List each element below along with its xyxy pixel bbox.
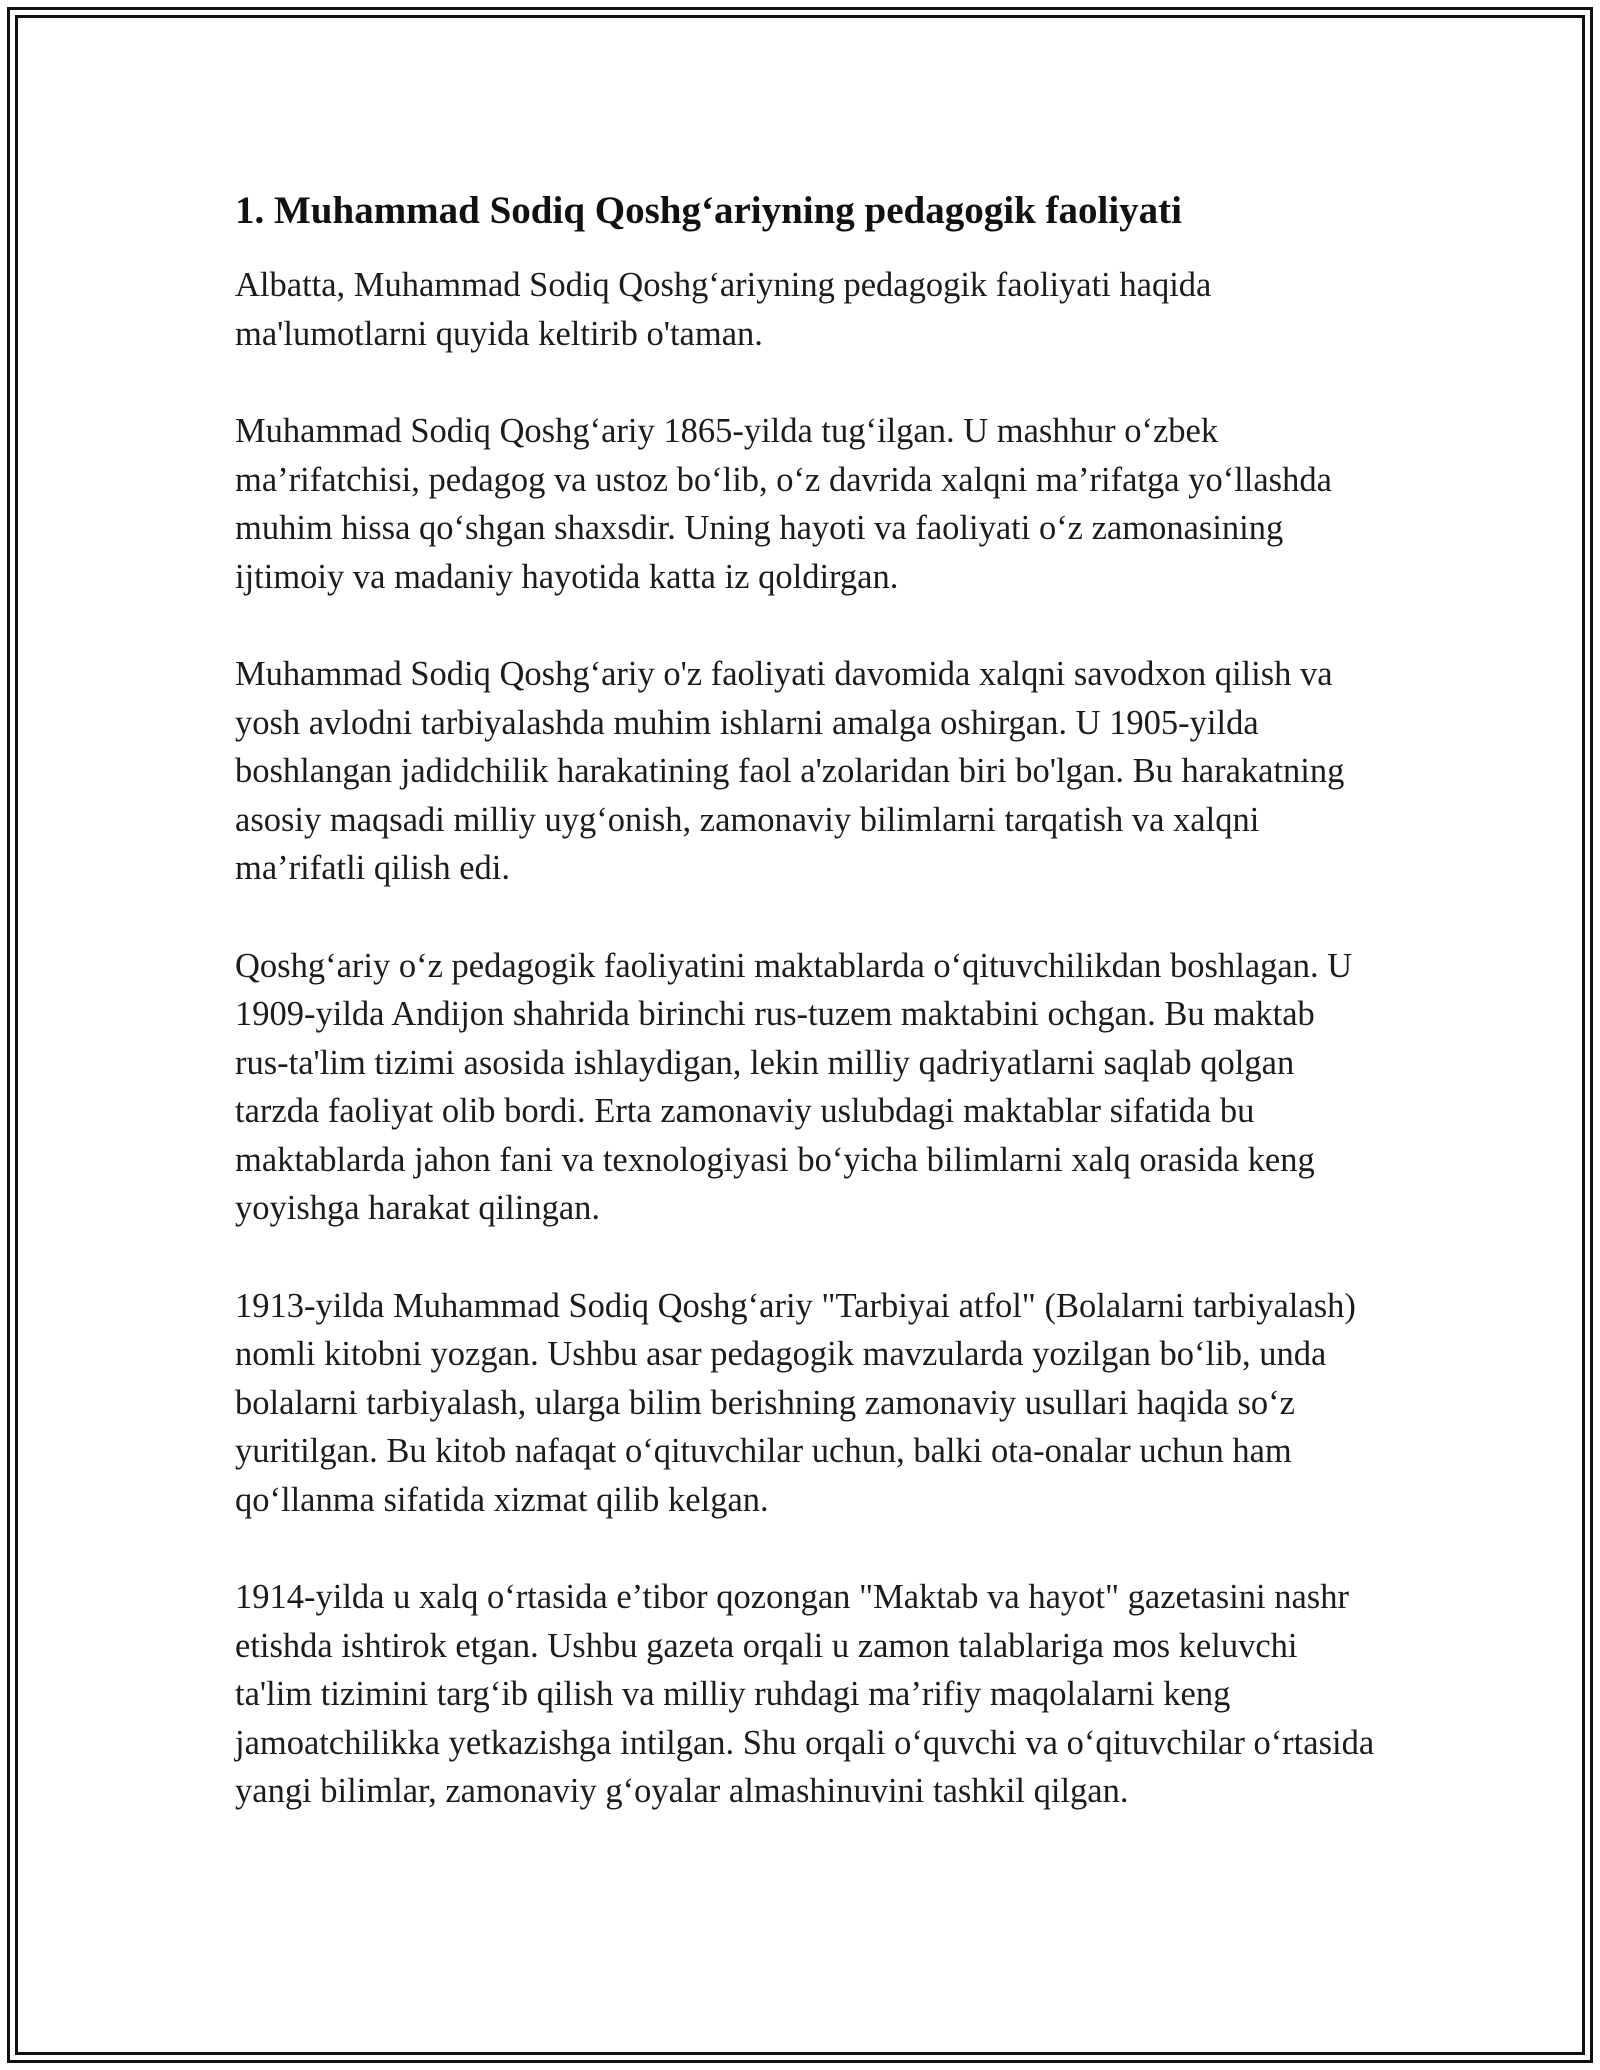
- paragraph-jadid-movement: Muhammad Sodiq Qoshg‘ariy o'z faoliyati davomida xalqni savodxon qilish va yosh avlodni tarbiyalashda muhim ishlarni amalga oshirgan. U 1905-yilda boshlangan jadidchilik harakatining faol a'zolaridan biri bo'lgan. Bu harakatning asosiy maqsadi milliy uyg‘onish, zamonaviy bilimlarni tarqatish va xalqni ma’rifatli qilish edi.: [235, 655, 1345, 887]
- paragraph-biography: Muhammad Sodiq Qoshg‘ariy 1865-yilda tug‘ilgan. U mashhur o‘zbek ma’rifatchisi, pedagog va ustoz bo‘lib, o‘z davrida xalqni ma’rifatga yo‘llashda muhim hissa qo‘shgan shaxsdir. Uning hayoti va faoliyati o‘z zamonasining ijtimoiy va madaniy hayotida katta iz qoldirgan.: [235, 412, 1332, 596]
- paragraph-book: 1913-yilda Muhammad Sodiq Qoshg‘ariy "Tarbiyai atfol" (Bolalarni tarbiyalash) nomli kitobni yozgan. Ushbu asar pedagogik mavzularda yozilgan bo‘lib, unda bolalarni tarbiyalash, ularga bilim berishning zamonaviy usullari haqida so‘z yuritilgan. Bu kitob nafaqat o‘qituvchilar uchun, balki ota-onalar uchun ham qo‘llanma sifatida xizmat qilib kelgan.: [235, 1286, 1356, 1519]
- paragraph-newspaper: 1914-yilda u xalq o‘rtasida e’tibor qozongan "Maktab va hayot" gazetasini nashr etishda ishtirok etgan. Ushbu gazeta orqali u zamon talablariga mos keluvchi ta'lim tizimini targ‘ib qilish va milliy ruhdagi ma’rifiy maqolalarni keng jamoatchilikka yetkazishga intilgan. Shu orqali o‘quvchi va o‘qituvchilar o‘rtasida yangi bilimlar, zamonaviy g‘oyalar almashinuvini tashkil qilgan.: [235, 1578, 1375, 1810]
- paragraph-intro: Albatta, Muhammad Sodiq Qoshg‘ariyning pedagogik faoliyati haqida ma'lumotlarni quyida keltirib o'taman.: [235, 266, 1212, 353]
- section-heading: 1. Muhammad Sodiq Qoshg‘ariyning pedagogik faoliyati: [235, 189, 1183, 232]
- document-body: [235, 185, 1375, 1865]
- paragraph-teaching: Qoshg‘ariy o‘z pedagogik faoliyatini maktablarda o‘qituvchilikdan boshlagan. U 1909-yilda Andijon shahrida birinchi rus-tuzem maktabini ochgan. Bu maktab rus-ta'lim tizimi asosida ishlaydigan, lekin milliy qadriyatlarni saqlab qolgan tarzda faoliyat olib bordi. Erta zamonaviy uslubdagi maktablar sifatida bu maktablarda jahon fani va texnologiyasi bo‘yicha bilimlarni xalq orasida keng yoyishga harakat qilingan.: [235, 946, 1353, 1227]
